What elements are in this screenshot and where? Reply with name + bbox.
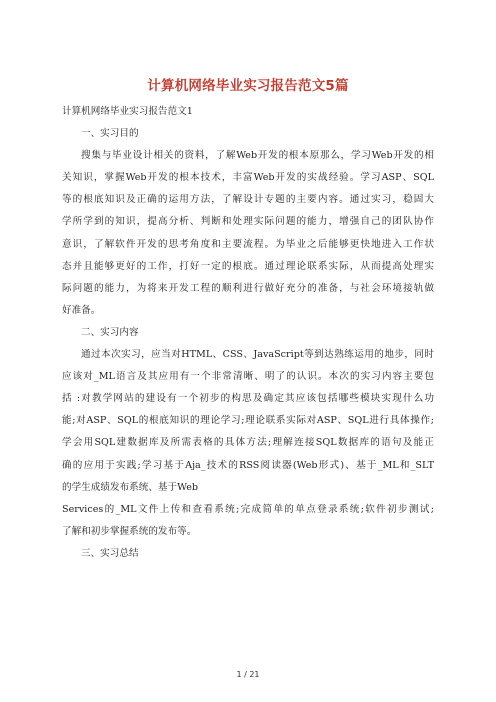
paragraph-line: 应该对_ML语言及其应用有一个非常清晰、明了的认识。本次的实习内容主要包: [62, 371, 434, 383]
section-heading-3: 三、实习总结: [81, 547, 139, 559]
paragraph-line: 通过本次实习，应当对HTML、CSS、JavaScript等到达熟练运用的地步，同时: [81, 349, 434, 361]
section-heading-1: 一、实习目的: [81, 128, 139, 140]
paragraph-line: 意识，了解软件开发的思考角度和主要流程。为毕业之后能够更快地进入工作状: [62, 238, 434, 250]
paragraph-line: 确的应用于实践;学习基于Aja_技术的RSS阅读器(Web形式)、基于_ML和_SLT: [62, 459, 434, 471]
paragraph-line: 际问题的能力，为将来开发工程的顺利进行做好充分的准备，与社会环境接轨做: [62, 282, 434, 294]
paragraph-line: 括 :对教学网站的建设有一个初步的构思及确定其应该包括哪些模块实现什么功: [62, 393, 434, 405]
section-body-1: [62, 145, 434, 322]
page-number: 1 / 21: [236, 670, 260, 679]
document-subtitle: 计算机网络毕业实习报告范文1: [62, 106, 193, 117]
paragraph-line: 好准备。: [62, 304, 101, 316]
paragraph-line: Services的_ML文件上传和查看系统;完成简单的单点登录系统;软件初步测试;: [62, 503, 434, 515]
section-heading-2: 二、实习内容: [81, 326, 139, 338]
section-body-2: [62, 344, 434, 543]
paragraph-line: 的学生成绩发布系统、基于Web: [62, 481, 199, 493]
paragraph-line: 能;对ASP、SQL的根底知识的理论学习;理论联系实际对ASP、SQL进行具体操作;: [62, 415, 434, 427]
document-title: 计算机网络毕业实习报告范文5篇: [147, 78, 349, 94]
paragraph-line: 态并且能够更好的工作，打好一定的根底。通过理论联系实际，从而提高处理实: [62, 260, 434, 272]
paragraph-line: 学所学到的知识，提高分析、判断和处理实际问题的能力，增强自己的团队协作: [62, 216, 434, 228]
paragraph-line: 学会用SQL建数据库及所需表格的具体方法;理解连接SQL数据库的语句及能正: [62, 437, 434, 449]
paragraph-line: 了解和初步掌握系统的发布等。: [62, 525, 197, 537]
paragraph-line: 关知识，掌握Web开发的根本技术，丰富Web开发的实战经验。学习ASP、SQL: [62, 172, 434, 184]
paragraph-line: 搜集与毕业设计相关的资料，了解Web开发的根本原那么，学习Web开发的相: [81, 150, 434, 162]
document-body: [62, 101, 434, 565]
paragraph-line: 等的根底知识及正确的运用方法，了解设计专题的主要内容。通过实习，稳固大: [62, 194, 434, 206]
